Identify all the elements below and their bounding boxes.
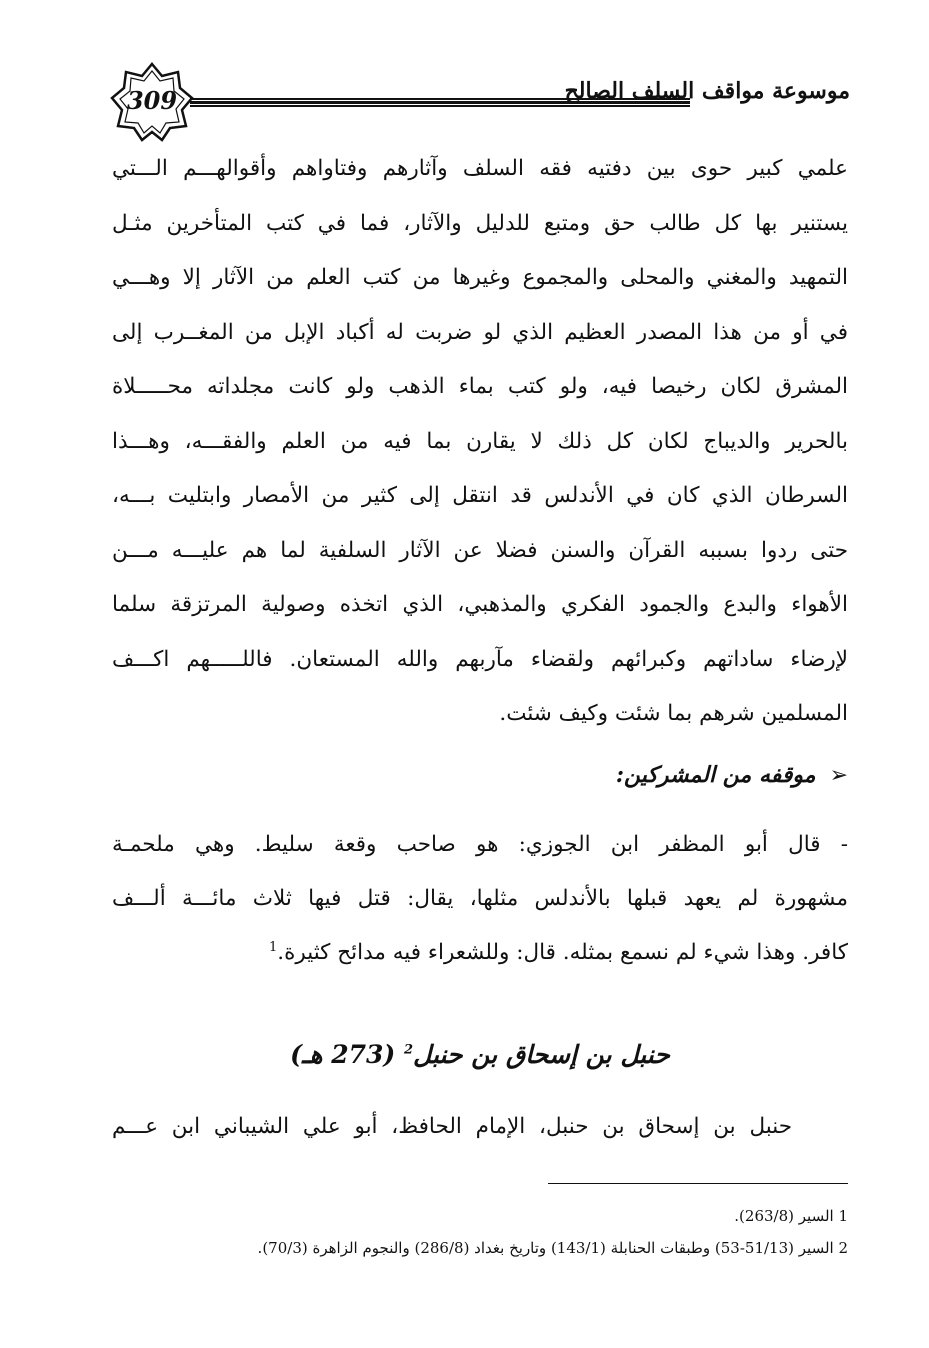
text-line: في أو من هذا المصدر العظيم الذي لو ضربت له أكباد الإبل من المغــرب إلى xyxy=(112,319,848,345)
subheading-text: موقفه من المشركين: xyxy=(615,762,816,788)
arrow-bullet-icon: ➢ xyxy=(829,763,848,788)
footnote-reference[interactable]: 1 xyxy=(268,939,278,955)
text-line: لإرضاء ساداتهم وكبرائهم ولقضاء مآربهم والله المستعان. فاللـــــهم اكـــف xyxy=(112,646,848,672)
subheading xyxy=(112,762,848,788)
footnote: 2 السير (51/13-53) وطبقات الحنابلة (143/1) وتاريخ بغداد (286/8) والنجوم الزاهرة (70/3). xyxy=(257,1239,848,1257)
text-line: الأهواء والبدع والجمود الفكري والمذهبي، الذي اتخذه وصولية المرتزقة سلما xyxy=(112,592,848,617)
footnotes xyxy=(112,1200,848,1264)
text-line-with-footnote xyxy=(112,926,848,980)
page-number: 309 xyxy=(126,86,178,115)
section-heading xyxy=(112,1040,848,1069)
text-line: المسلمين شرهم بما شئت وكيف شئت. xyxy=(499,701,848,726)
text-line: بالحرير والديباج لكان كل ذلك لا يقارن بما فيه من العلم والفقـــه، وهـــذا xyxy=(112,428,848,454)
text-line: السرطان الذي كان في الأندلس قد انتقل إلى كثير من الأمصار وابتليت بـــه، xyxy=(112,483,848,508)
book-title: موسوعة مواقف السلف الصالح xyxy=(564,78,850,104)
footnote-separator xyxy=(548,1183,848,1184)
text-line: المشرق لكان رخيصا فيه، ولو كتب بماء الذهب ولو كانت مجلداته محـــــلاة xyxy=(112,374,848,399)
text-line: التمهيد والمغني والمحلى والمجموع وغيرها من كتب العلم من الآثار إلا وهـــي xyxy=(112,265,848,290)
page-header xyxy=(110,62,850,142)
text-line: حتى ردوا بسببه القرآن والسنن فضلا عن الآثار السلفية لما هم عليـــه مـــن xyxy=(112,537,848,563)
text-line: علمي كبير حوى بين دفتيه فقه السلف وآثارهم وفتاواهم وأقوالهـــم الـــتي xyxy=(112,156,848,181)
text-line: كافر. وهذا شيء لم نسمع بمثله. قال: وللشعراء فيه مدائح كثيرة. xyxy=(277,940,848,965)
section-first-line: حنبل بن إسحاق بن حنبل، الإمام الحافظ، أبو علي الشيباني ابن عـــم xyxy=(112,1114,792,1139)
footnote-reference[interactable]: 2 xyxy=(403,1042,414,1058)
section-heading-date: (273 هـ) xyxy=(290,1040,396,1069)
quote-paragraph xyxy=(112,818,848,980)
section-heading-name: حنبل بن إسحاق بن حنبل xyxy=(413,1040,670,1069)
text-line: مشهورة لم يعهد قبلها بالأندلس مثلها، يقال: قتل فيها ثلاث مائـــة ألـــف xyxy=(112,886,848,911)
footnote: 1 السير (263/8). xyxy=(734,1207,848,1225)
main-paragraph xyxy=(112,142,848,742)
text-line: - قال أبو المظفر ابن الجوزي: هو صاحب وقعة سليط. وهي ملحمـة xyxy=(112,832,848,857)
text-line: يستنير بها كل طالب حق ومتبع للدليل والآثار، فما في كتب المتأخرين مثـل xyxy=(112,210,848,236)
